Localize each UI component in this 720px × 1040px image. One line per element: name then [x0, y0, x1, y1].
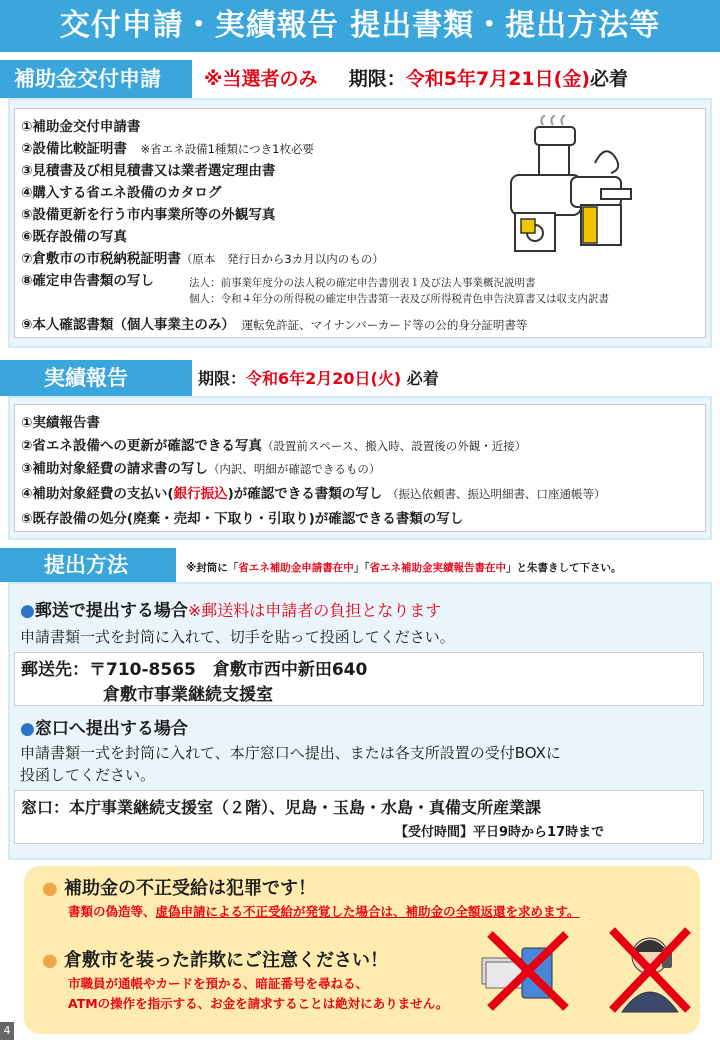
bullet-icon: ●: [20, 601, 35, 621]
list-item: [21, 434, 526, 454]
counter-heading-text: 窓口へ提出する場合: [34, 719, 188, 739]
fraud-warning-text: [68, 902, 580, 920]
mail-to-label: 郵送先：: [21, 660, 89, 680]
list-item-text: ③補助対象経費の請求書の写し: [21, 461, 208, 477]
warning-box: [24, 866, 700, 1034]
deadline-date: 令和6年2月20日(火): [246, 369, 402, 388]
list-item: ③見積書及び相見積書又は業者選定理由書: [21, 163, 276, 179]
list-item: ①補助金交付申請書: [21, 119, 141, 135]
scam-warning-heading: [42, 946, 388, 972]
list-item-text: ②設備比較証明書: [21, 141, 127, 157]
list-item: ⑥既存設備の写真: [21, 229, 127, 245]
bullet-icon: ●: [42, 950, 58, 971]
deadline-label: 期限：: [348, 68, 406, 90]
cash-cards-crossed-icon: [476, 928, 576, 1012]
counter-heading: [20, 714, 188, 739]
reception-hours: 【受付時間】平日9時から17時まで: [395, 825, 605, 840]
list-item: [21, 247, 384, 267]
mail-address-box: [14, 652, 704, 706]
list-item-text: ④補助対象経費の支払い(: [21, 486, 174, 502]
list-item: ⑤既存設備の処分(廃棄・売却・下取り・引取り)が確認できる書類の写し: [21, 511, 464, 527]
section-tab-application: 補助金交付申請: [0, 60, 192, 98]
section-tab-submission: 提出方法: [0, 548, 176, 582]
list-item-text: ②省エネ設備への更新が確認できる写真: [21, 438, 262, 454]
boiler-machine-icon: [491, 115, 641, 263]
fraud-warning-text-b: 虚偽申請による不正受給が発覚した場合は、補助金の全額返還を求めます。: [155, 904, 580, 919]
section1-header: [204, 64, 628, 91]
envelope-note-red: 省エネ補助金実績報告書在中: [369, 562, 506, 574]
envelope-note-text: 」「: [353, 562, 370, 574]
deadline-suffix: 必着: [590, 68, 629, 90]
winners-only-note: ※当選者のみ: [204, 68, 318, 90]
list-item-text: ⑦倉敷市の市税納税証明書: [21, 251, 181, 267]
application-list: [14, 108, 706, 338]
envelope-note-red: 省エネ補助金申請書在中: [238, 562, 354, 574]
scam-warning-line-1: 市職員が通帳やカードを預かる、暗証番号を尋ねる、: [68, 976, 369, 991]
section-tab-report: 実績報告: [0, 360, 192, 396]
list-item: ⑧確定申告書類の写し: [21, 273, 154, 289]
list-item: [21, 313, 527, 333]
section2-header: [198, 366, 439, 389]
bullet-icon: ●: [42, 878, 58, 899]
list-item: ①実績報告書: [21, 415, 100, 431]
deadline-suffix: 必着: [406, 369, 439, 388]
bank-transfer-highlight: 銀行振込: [173, 486, 228, 502]
list-item-note: ※省エネ設備1種類につき1枚必要: [140, 142, 314, 156]
list-item: [21, 482, 605, 502]
list-item-note: （設置前スペース、搬入時、設置後の外観・近接）: [261, 439, 527, 453]
fraud-warning-heading-text: 補助金の不正受給は犯罪です！: [64, 878, 316, 899]
list-item-note: （内訳、明細が確認できるもの）: [207, 462, 381, 476]
list-item-note: 運転免許証、マイナンバーカード等の公的身分証明書等: [241, 318, 528, 332]
fraud-warning-heading: [42, 874, 316, 900]
deadline-date: 令和5年7月21日(金): [405, 68, 590, 90]
deadline-label: 期限：: [198, 369, 247, 388]
mail-heading: [20, 596, 441, 621]
bullet-icon: ●: [20, 719, 35, 739]
submission-content: [14, 592, 706, 854]
list-item: [21, 457, 380, 477]
page-number: 4: [0, 1022, 14, 1040]
envelope-note-text: 」と朱書きして下さい。: [505, 562, 622, 574]
counter-description-2: 投函してください。: [20, 766, 156, 784]
counter-description-1: 申請書類一式を封筒に入れて、本庁窓口へ提出、または各支所設置の受付BOXに: [20, 744, 561, 762]
envelope-note-text: ※封筒に「: [186, 562, 239, 574]
mail-heading-text: 郵送で提出する場合: [34, 601, 188, 621]
scam-warning-heading-text: 倉敷市を装った詐欺にご注意ください！: [64, 950, 388, 971]
report-list: [14, 404, 706, 532]
list-item-note: （振込依頼書、振込明細書、口座通帳等）: [386, 487, 606, 501]
list-item: ④購入する省エネ設備のカタログ: [21, 185, 222, 201]
list-item: [21, 137, 314, 157]
list-item-text: ⑨本人確認書類（個人事業主のみ）: [21, 317, 229, 333]
fraud-warning-text-a: 書類の偽造等、: [68, 904, 156, 919]
list-item: ⑤設備更新を行う市内事業所等の外観写真: [21, 207, 276, 223]
page-title: 交付申請・実績報告 提出書類・提出方法等: [0, 0, 720, 52]
mail-description: 申請書類一式を封筒に入れて、切手を貼って投函してください。: [20, 628, 455, 646]
person-phone-crossed-icon: [604, 926, 696, 1014]
mail-address-line: [21, 655, 367, 680]
item8-corporate-note: 法人：前事業年度分の法人税の確定申告書別表１及び法人事業概況説明書: [189, 277, 536, 289]
list-item-note: （原本 発行日から3カ月以内のもの）: [180, 252, 384, 266]
mail-note: ※郵送料は申請者の負担となります: [187, 601, 442, 620]
mail-to-address: 〒710-8565 倉敷市西中新田640: [89, 660, 368, 680]
mail-office: 倉敷市事業継続支援室: [103, 685, 273, 705]
scam-warning-line-2: ATMの操作を指示する、お金を請求することは絶対にありません。: [68, 996, 449, 1011]
item8-individual-note: 個人：令和４年分の所得税の確定申告書第一表及び所得税青色申告決算書又は収支内訳書: [189, 293, 609, 305]
counter-location: 窓口：本庁事業継続支援室（２階）、児島・玉島・水島・真備支所産業課: [21, 798, 542, 817]
counter-box: [14, 790, 704, 844]
envelope-note: [186, 560, 621, 575]
list-item-text: )が確認できる書類の写し: [227, 486, 383, 502]
